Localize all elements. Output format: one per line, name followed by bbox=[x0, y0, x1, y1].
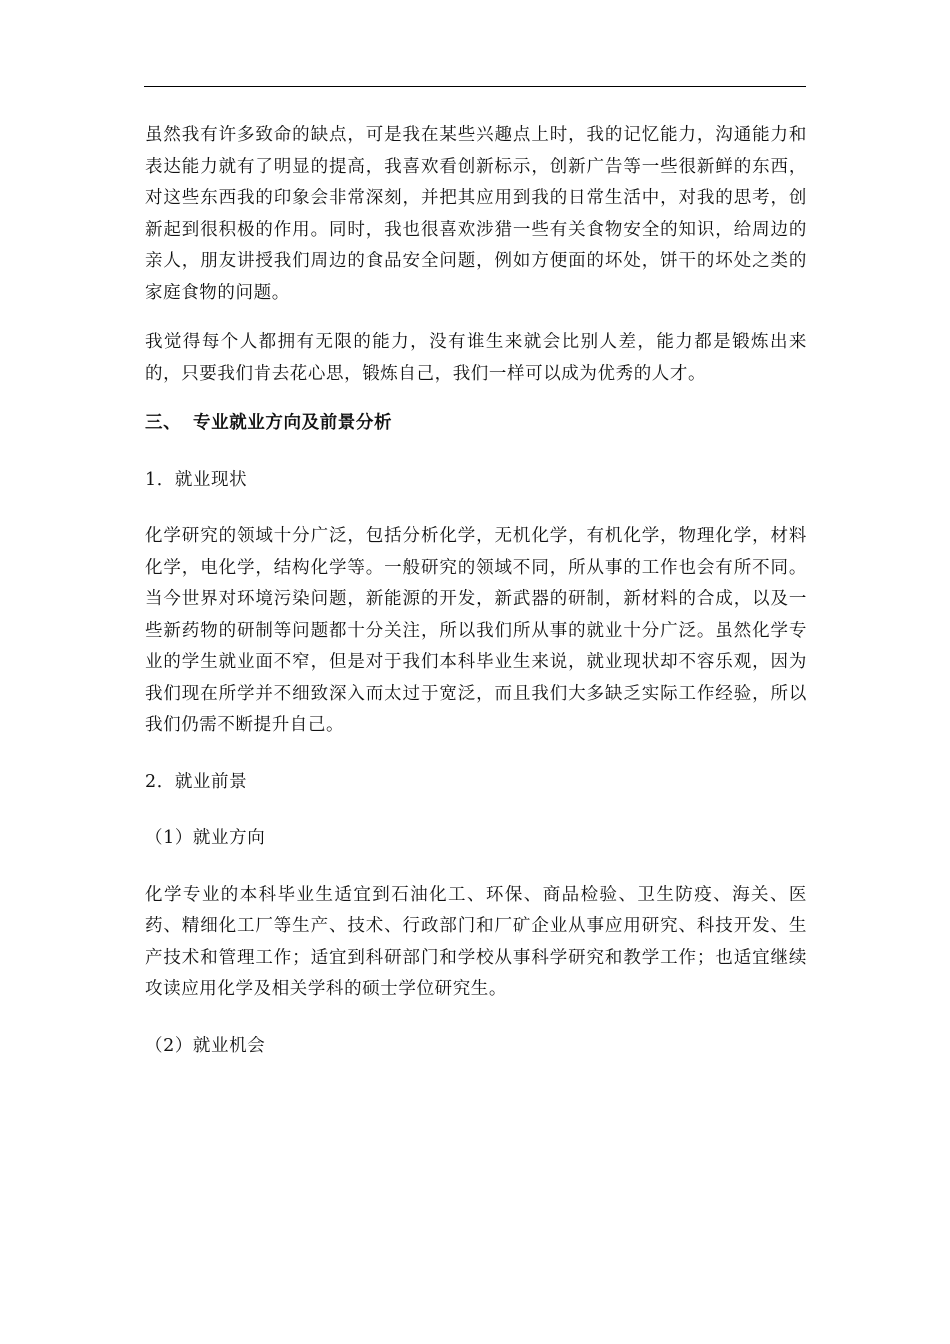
subheading-direction: （1）就业方向 bbox=[145, 828, 266, 848]
paragraph-direction: 化学专业的本科毕业生适宜到石油化工、环保、商品检验、卫生防疫、海关、医药、精细化工厂等生产、技术、行政部门和厂矿企业从事应用研究、科技开发、生产技术和管理工作；适宜到科研部门和学校从事科学研究和教学工作；也适宜继续攻读应用化学及相关学科的硕士学位研究生。 bbox=[145, 884, 807, 999]
paragraph-current-status: 化学研究的领域十分广泛，包括分析化学，无机化学，有机化学，物理化学，材料化学，电化学，结构化学等。一般研究的领域不同，所从事的工作也会有所不同。当今世界对环境污染问题，新能源的开发，新武器的研制，新材料的合成，以及一些新药物的研制等问题都十分关注，所以我们所从事的就业十分广泛。虽然化学专业的学生就业面不窄，但是对于我们本科毕业生来说，就业现状却不容乐观，因为我们现在所学并不细致深入而太过于宽泛，而且我们大多缺乏实际工作经验，所以我们仍需不断提升自己。 bbox=[145, 526, 807, 735]
subheading-current-status: 1．就业现状 bbox=[145, 469, 248, 490]
subheading-opportunities: （2）就业机会 bbox=[145, 1035, 266, 1056]
header-rule bbox=[144, 86, 806, 87]
paragraph-abilities: 虽然我有许多致命的缺点，可是我在某些兴趣点上时，我的记忆能力，沟通能力和表达能力就有了明显的提高，我喜欢看创新标示，创新广告等一些很新鲜的东西，对这些东西我的印象会非常深刻，并把其应用到我的日常生活中，对我的思考，创新起到很积极的作用。同时，我也很喜欢涉猎一些有关食物安全的知识，给周边的亲人，朋友讲授我们周边的食品安全问题，例如方便面的坏处，饼干的坏处之类的家庭食物的问题。 bbox=[145, 125, 807, 303]
section-title: 专业就业方向及前景分析 bbox=[193, 413, 393, 433]
section-heading-employment bbox=[145, 408, 807, 440]
paragraph-potential: 我觉得每个人都拥有无限的能力，没有谁生来就会比别人差，能力都是锻炼出来的，只要我们肯去花心思，锻炼自己，我们一样可以成为优秀的人才。 bbox=[145, 332, 807, 384]
document-body bbox=[145, 120, 807, 1062]
section-number: 三、 bbox=[145, 413, 182, 433]
subheading-prospects: 2．就业前景 bbox=[145, 771, 248, 792]
